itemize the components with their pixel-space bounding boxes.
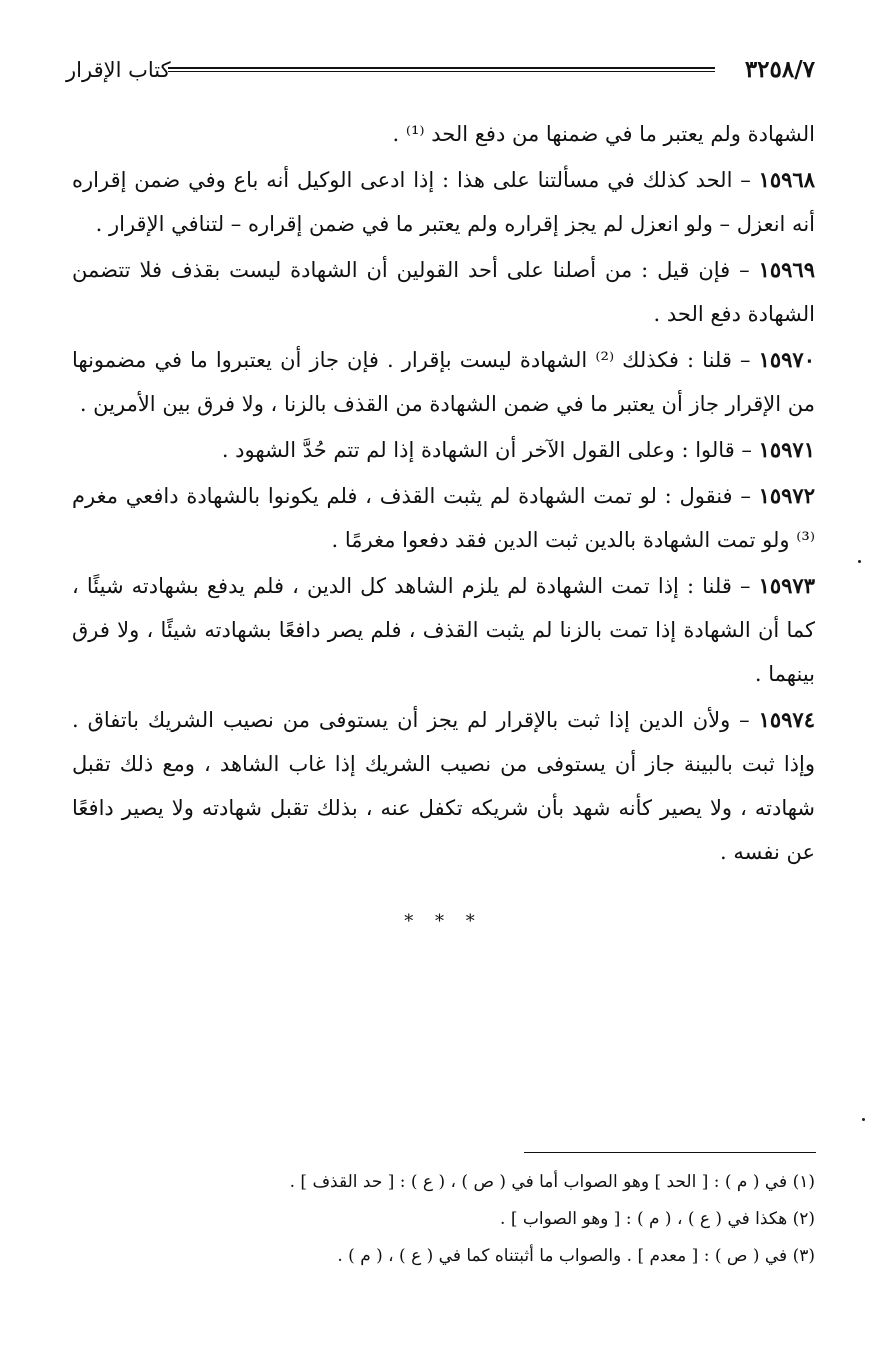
footnote-rule: [524, 1152, 816, 1153]
paragraph-number: ١٥٩٧٠: [758, 347, 815, 372]
section-separator: * * *: [404, 911, 483, 932]
paragraph-text: قلنا : إذا تمت الشهادة لم يلزم الشاهد كل الدين ، فلم يدفع بشهادته شيئًا ، كما أن الشهادة إذا تمت بالزنا لم يثبت القذف ، فلم يصر دافعًا بشهادته شيئًا ، ولا فرق بينهما .: [72, 574, 815, 686]
main-text: [72, 112, 815, 944]
paragraph-text: فإن قيل : من أصلنا على أحد القولين أن الشهادة ليست بقذف فلا تتضمن الشهادة دفع الحد .: [72, 258, 815, 326]
paragraph: ١٥٩٦٩ – فإن قيل : من أصلنا على أحد القولين أن الشهادة ليست بقذف فلا تتضمن الشهادة دفع الحد .: [72, 257, 815, 326]
scan-speck: [858, 560, 861, 563]
paragraph-number: ١٥٩٦٨: [758, 167, 815, 192]
book-title: كتاب الإقرار: [66, 58, 171, 82]
paragraph-text: الحد كذلك في مسألتنا على هذا : إذا ادعى الوكيل أنه باع وفي ضمن إقراره أنه انعزل – ولو انعزل لم يجز إقراره ولم يعتبر ما في ضمن إقراره – لتنافي الإقرار .: [72, 168, 815, 236]
footnotes: [90, 1164, 815, 1275]
paragraph-text: فنقول : لو تمت الشهادة لم يثبت القذف ، فلم يكونوا بالشهادة دافعي مغرم ⁽³⁾ ولو تمت الشهادة بالدين ثبت الدين فقد دفعوا مغرمًا .: [72, 484, 815, 552]
paragraph-number: ١٥٩٧٤: [758, 707, 815, 732]
paragraph: ١٥٩٧٢ – فنقول : لو تمت الشهادة لم يثبت القذف ، فلم يكونوا بالشهادة دافعي مغرم ⁽³⁾ ولو تمت الشهادة بالدين ثبت الدين فقد دفعوا مغرمًا .: [72, 483, 815, 552]
paragraph-text: قالوا : وعلى القول الآخر أن الشهادة إذا لم تتم حُدَّ الشهود .: [221, 438, 735, 462]
paragraph-number: ١٥٩٦٩: [758, 257, 815, 282]
page-number: ٣٢٥٨/٧: [744, 56, 815, 83]
paragraph-number: ١٥٩٧٣: [758, 573, 815, 598]
paragraph-text: ولأن الدين إذا ثبت بالإقرار لم يجز أن يستوفى من نصيب الشريك باتفاق . وإذا ثبت بالبينة جاز أن يستوفى من نصيب الشريك إذا غاب الشاهد ، ومع ذلك تقبل شهادته ، ولا يصير كأنه شهد بأن شريكه تكفل عنه ، بذلك تقبل شهادته ولا يصير دافعًا عن نفسه .: [72, 708, 815, 864]
paragraph-number: ١٥٩٧١: [758, 437, 815, 462]
footnote: (٣) في ( ص ) : [ معدم ] . والصواب ما أثبتناه كما في ( ع ) ، ( م ) .: [337, 1246, 815, 1266]
paragraph: ١٥٩٧٤ – ولأن الدين إذا ثبت بالإقرار لم يجز أن يستوفى من نصيب الشريك باتفاق . وإذا ثبت بالبينة جاز أن يستوفى من نصيب الشريك إذا غاب الشاهد ، ومع ذلك تقبل شهادته ، ولا يصير كأنه شهد بأن شريكه تكفل عنه ، بذلك تقبل شهادته ولا يصير دافعًا عن نفسه .: [72, 707, 815, 864]
page-header: [66, 52, 815, 92]
paragraph: ١٥٩٧٠ – قلنا : فكذلك ⁽²⁾ الشهادة ليست بإقرار . فإن جاز أن يعتبروا ما في مضمونها من الإقرار جاز أن يعتبر ما في ضمن الشهادة من القذف بالزنا ، ولا فرق بين الأمرين .: [72, 347, 815, 416]
footnote: (١) في ( م ) : [ الحد ] وهو الصواب أما في ( ص ) ، ( ع ) : [ حد القذف ] .: [289, 1172, 815, 1192]
paragraph: ١٥٩٦٨ – الحد كذلك في مسألتنا على هذا : إذا ادعى الوكيل أنه باع وفي ضمن إقراره أنه انعزل – ولو انعزل لم يجز إقراره ولم يعتبر ما في ضمن إقراره – لتنافي الإقرار .: [72, 167, 815, 236]
paragraph: ١٥٩٧٣ – قلنا : إذا تمت الشهادة لم يلزم الشاهد كل الدين ، فلم يدفع بشهادته شيئًا ، كما أن الشهادة إذا تمت بالزنا لم يثبت القذف ، فلم يصر دافعًا بشهادته شيئًا ، ولا فرق بينهما .: [72, 573, 815, 686]
paragraph-number: ١٥٩٧٢: [758, 483, 815, 508]
scan-speck: [862, 1118, 865, 1121]
paragraph: ١٥٩٧١ – قالوا : وعلى القول الآخر أن الشهادة إذا لم تتم حُدَّ الشهود .: [221, 437, 815, 462]
paragraph-text: الشهادة ولم يعتبر ما في ضمنها من دفع الحد ⁽¹⁾ .: [392, 122, 815, 146]
footnote: (٢) هكذا في ( ع ) ، ( م ) : [ وهو الصواب ] .: [500, 1209, 815, 1229]
paragraph-text: قلنا : فكذلك ⁽²⁾ الشهادة ليست بإقرار . فإن جاز أن يعتبروا ما في مضمونها من الإقرار جاز أن يعتبر ما في ضمن الشهادة من القذف بالزنا ، ولا فرق بين الأمرين .: [72, 348, 815, 416]
paragraph: [72, 112, 815, 156]
header-rule: [168, 67, 715, 72]
